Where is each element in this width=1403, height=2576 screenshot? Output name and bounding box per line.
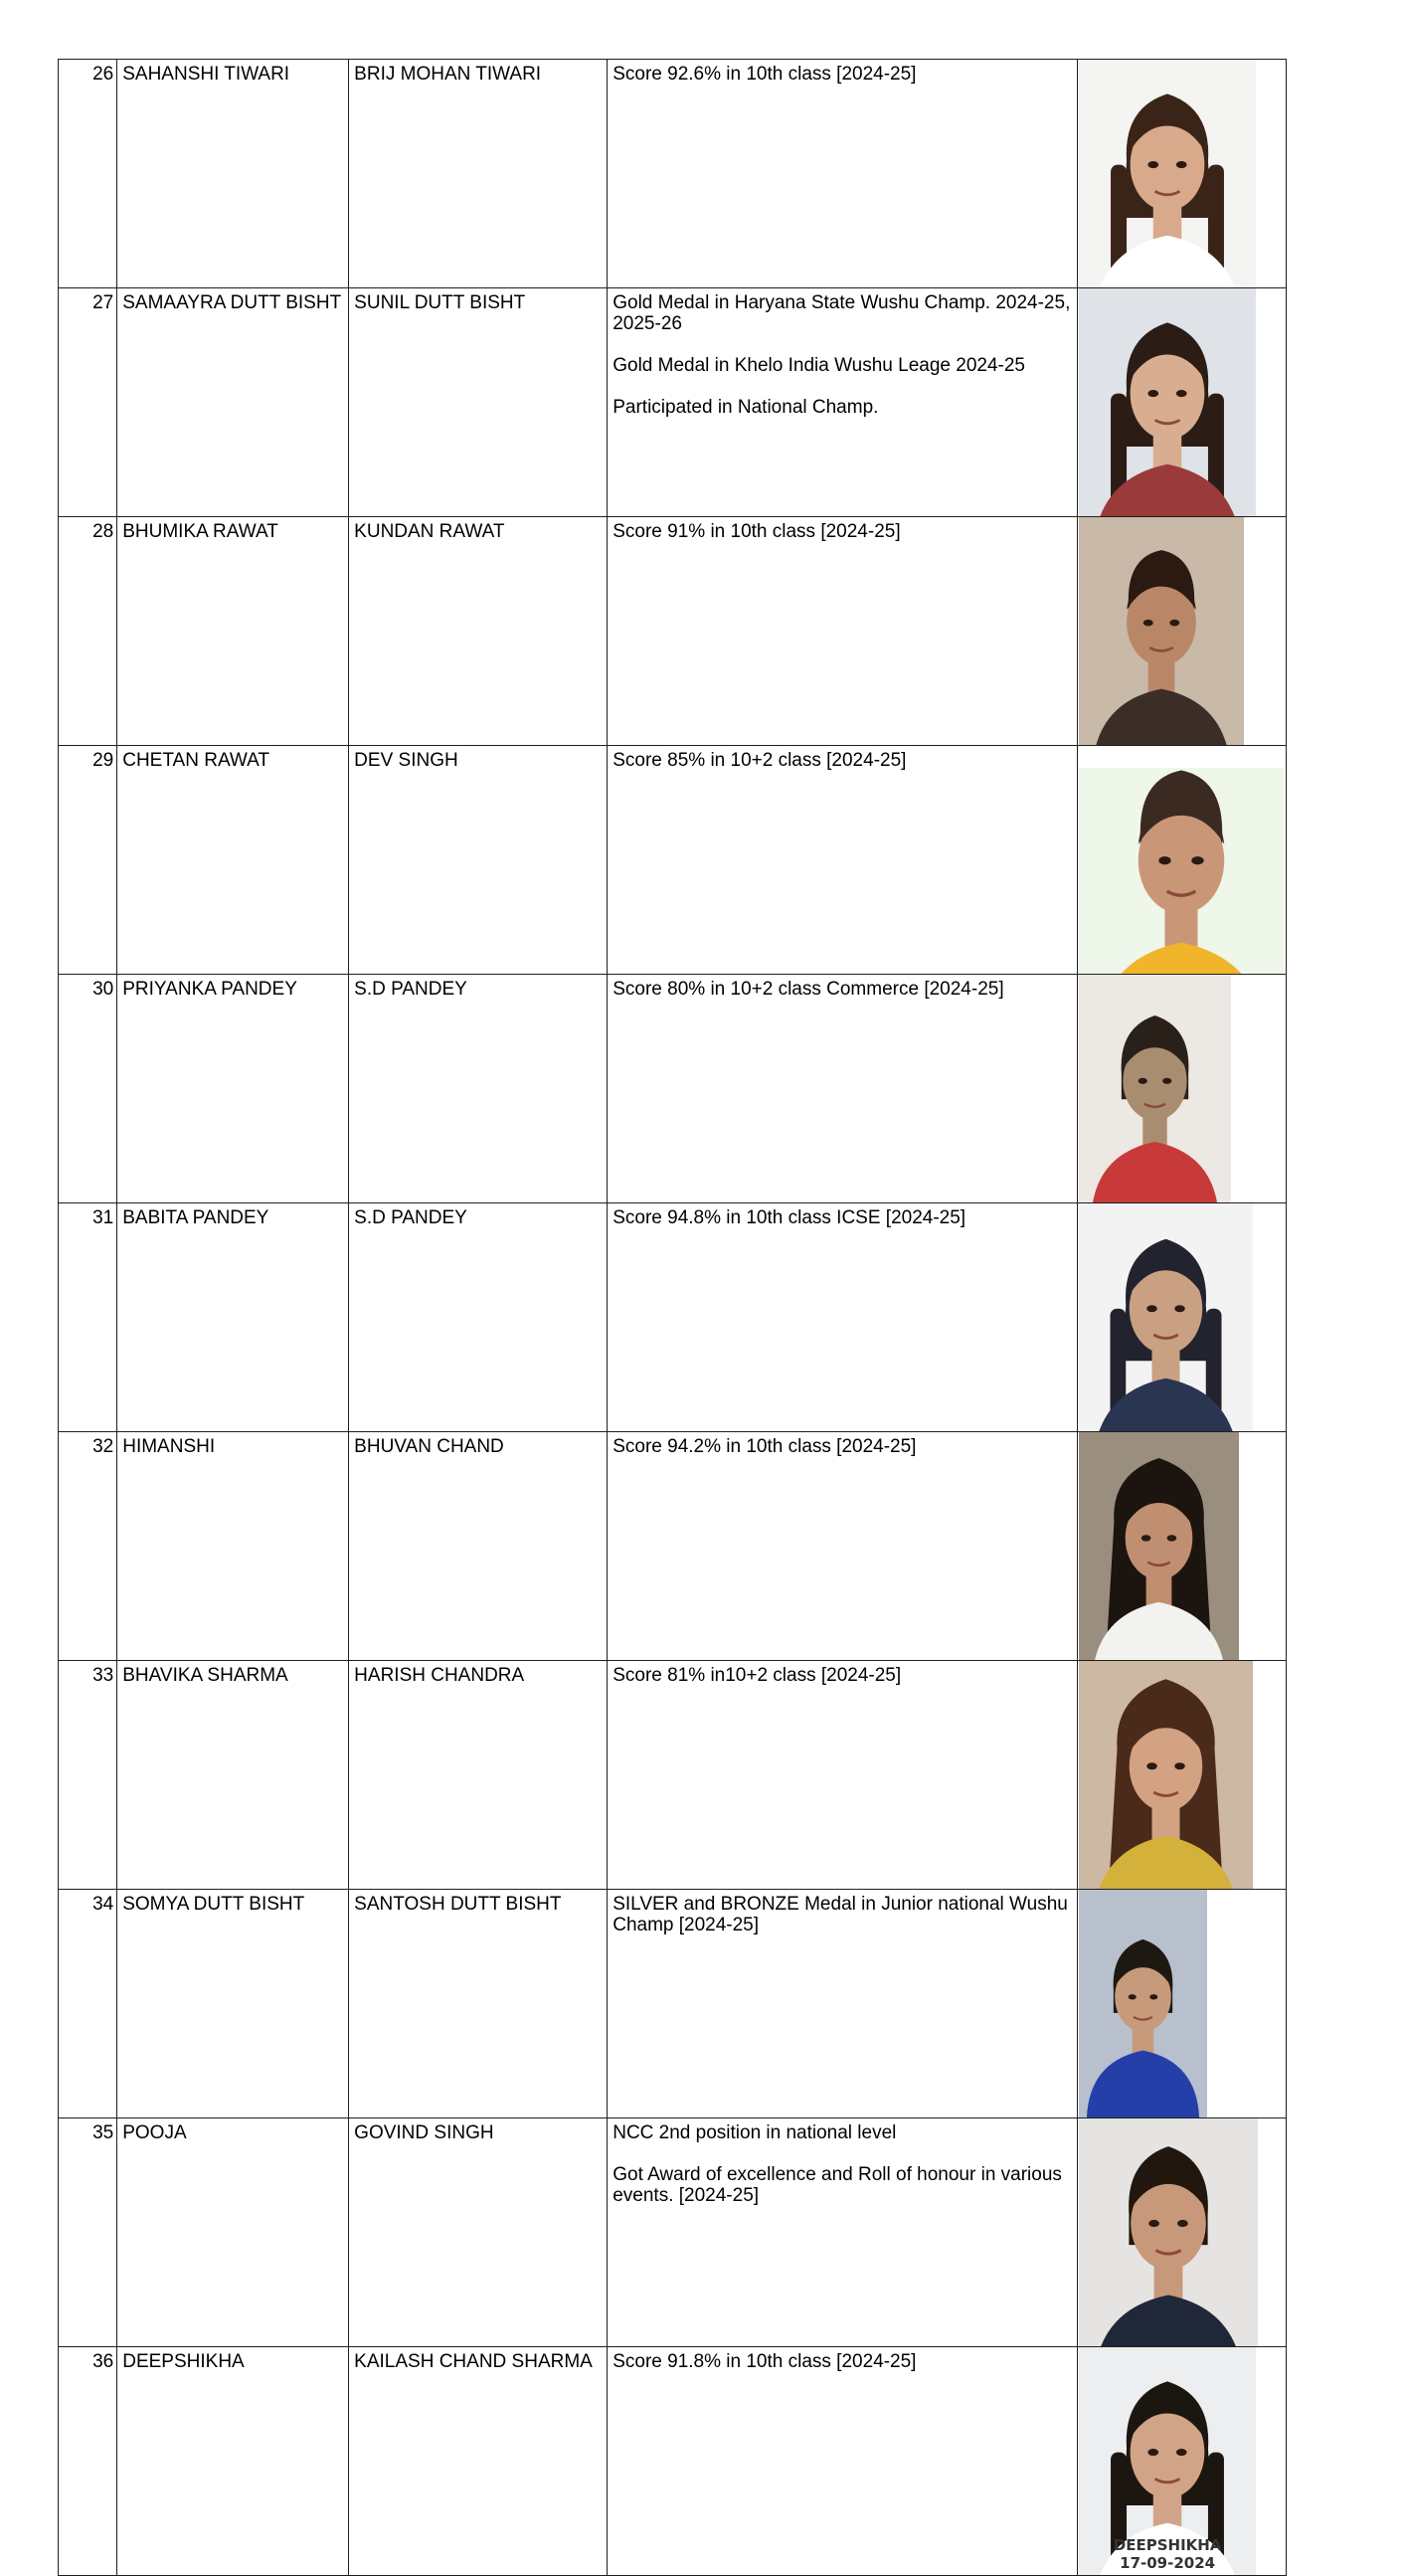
achievement-cell — [608, 1432, 1078, 1661]
photo-cell — [1078, 1661, 1287, 1890]
student-name-cell — [117, 288, 349, 517]
student-name-cell — [117, 60, 349, 288]
photo-cell — [1078, 1432, 1287, 1661]
father-name-cell — [349, 1890, 608, 2118]
serial-number-cell — [59, 517, 117, 746]
father-name-cell — [349, 2347, 608, 2576]
table-row — [59, 1432, 1287, 1661]
student-name: DEEPSHIKHA — [122, 2351, 245, 2372]
table-row — [59, 1661, 1287, 1890]
father-name: BRIJ MOHAN TIWARI — [354, 64, 542, 85]
student-photo — [1079, 2347, 1256, 2575]
photo-cell — [1078, 975, 1287, 1203]
table-row — [59, 1203, 1287, 1432]
achievement-text: Score 80% in 10+2 class Commerce [2024-25] — [613, 979, 1004, 1000]
student-name-cell — [117, 975, 349, 1203]
photo-cell — [1078, 2118, 1287, 2347]
serial-number: 29 — [92, 750, 114, 771]
student-name-cell — [117, 2118, 349, 2347]
table-row — [59, 288, 1287, 517]
student-photo — [1079, 1432, 1239, 1660]
father-name-cell — [349, 1661, 608, 1890]
father-name: KUNDAN RAWAT — [354, 521, 505, 542]
student-name: SAMAAYRA DUTT BISHT — [122, 292, 342, 313]
serial-number-cell — [59, 60, 117, 288]
student-name-cell — [117, 1890, 349, 2118]
student-name-cell — [117, 2347, 349, 2576]
student-photo — [1079, 2118, 1258, 2346]
achievement-cell — [608, 60, 1078, 288]
serial-number-cell — [59, 2347, 117, 2576]
serial-number-cell — [59, 1890, 117, 2118]
serial-number: 36 — [92, 2351, 114, 2372]
achievement-cell — [608, 1890, 1078, 2118]
achievers-table — [58, 59, 1287, 2576]
student-name: HIMANSHI — [122, 1436, 216, 1457]
table-row — [59, 1890, 1287, 2118]
student-name: PRIYANKA PANDEY — [122, 979, 297, 1000]
student-photo — [1079, 288, 1256, 516]
serial-number-cell — [59, 2118, 117, 2347]
father-name-cell — [349, 2118, 608, 2347]
achievement-text: Score 85% in 10+2 class [2024-25] — [613, 750, 907, 771]
student-name-cell — [117, 517, 349, 746]
serial-number-cell — [59, 1203, 117, 1432]
student-name: CHETAN RAWAT — [122, 750, 270, 771]
student-name-cell — [117, 746, 349, 975]
student-name-cell — [117, 1203, 349, 1432]
achievement-cell — [608, 1661, 1078, 1890]
photo-cell — [1078, 2347, 1287, 2576]
achievement-text: NCC 2nd position in national level — [613, 2122, 897, 2143]
serial-number: 28 — [92, 521, 114, 542]
student-photo — [1079, 1203, 1253, 1431]
father-name-cell — [349, 746, 608, 975]
student-photo — [1079, 60, 1256, 287]
father-name: S.D PANDEY — [354, 1207, 467, 1228]
table-body — [59, 60, 1287, 2576]
father-name: DEV SINGH — [354, 750, 458, 771]
student-name: SOMYA DUTT BISHT — [122, 1894, 305, 1915]
table-row — [59, 975, 1287, 1203]
achievement-text: Score 92.6% in 10th class [2024-25] — [613, 64, 917, 85]
student-photo — [1079, 517, 1244, 745]
father-name-cell — [349, 288, 608, 517]
serial-number: 27 — [92, 292, 114, 313]
father-name-cell — [349, 1432, 608, 1661]
photo-cell — [1078, 1890, 1287, 2118]
photo-cell — [1078, 1203, 1287, 1432]
serial-number: 33 — [92, 1665, 114, 1686]
serial-number-cell — [59, 1661, 117, 1890]
father-name-cell — [349, 1203, 608, 1432]
serial-number-cell — [59, 975, 117, 1203]
table-row — [59, 746, 1287, 975]
serial-number: 30 — [92, 979, 114, 1000]
table-row — [59, 2118, 1287, 2347]
father-name-cell — [349, 517, 608, 746]
achievement-text: Score 94.2% in 10th class [2024-25] — [613, 1436, 917, 1457]
student-name: BABITA PANDEY — [122, 1207, 269, 1228]
achievement-text: Score 91.8% in 10th class [2024-25] — [613, 2351, 917, 2372]
achievement-text: Gold Medal in Haryana State Wushu Champ. 2024-25, 2025-26 — [613, 292, 1071, 334]
achievement-text: SILVER and BRONZE Medal in Junior national Wushu Champ [2024-25] — [613, 1894, 1068, 1935]
student-name: POOJA — [122, 2122, 187, 2143]
achievement-cell — [608, 288, 1078, 517]
student-photo — [1079, 1661, 1253, 1889]
father-name: SUNIL DUTT BISHT — [354, 292, 526, 313]
father-name: HARISH CHANDRA — [354, 1665, 525, 1686]
student-photo — [1079, 975, 1231, 1202]
serial-number-cell — [59, 1432, 117, 1661]
serial-number-cell — [59, 288, 117, 517]
father-name: KAILASH CHAND SHARMA — [354, 2351, 593, 2372]
father-name: GOVIND SINGH — [354, 2122, 494, 2143]
father-name: SANTOSH DUTT BISHT — [354, 1894, 562, 1915]
achievement-text: Got Award of excellence and Roll of honour in various events. [2024-25] — [613, 2164, 1062, 2206]
achievement-cell — [608, 517, 1078, 746]
serial-number: 35 — [92, 2122, 114, 2143]
father-name: S.D PANDEY — [354, 979, 467, 1000]
student-photo — [1079, 768, 1284, 974]
serial-number: 34 — [92, 1894, 114, 1915]
photo-cell — [1078, 288, 1287, 517]
achievement-cell — [608, 975, 1078, 1203]
achievement-cell — [608, 2347, 1078, 2576]
achievement-text: Gold Medal in Khelo India Wushu Leage 2024-25 — [613, 355, 1025, 376]
achievement-cell — [608, 746, 1078, 975]
serial-number: 31 — [92, 1207, 114, 1228]
student-name: SAHANSHI TIWARI — [122, 64, 290, 85]
photo-cell — [1078, 60, 1287, 288]
photo-caption-name: DEEPSHIKHA — [1113, 2536, 1222, 2554]
serial-number: 32 — [92, 1436, 114, 1457]
table-row — [59, 60, 1287, 288]
photo-caption-date: 17-09-2024 — [1120, 2554, 1216, 2572]
student-name-cell — [117, 1432, 349, 1661]
table-row — [59, 517, 1287, 746]
father-name-cell — [349, 60, 608, 288]
achievement-text: Score 91% in 10th class [2024-25] — [613, 521, 901, 542]
father-name: BHUVAN CHAND — [354, 1436, 504, 1457]
student-name: BHUMIKA RAWAT — [122, 521, 278, 542]
achievement-cell — [608, 1203, 1078, 1432]
achievement-cell — [608, 2118, 1078, 2347]
serial-number-cell — [59, 746, 117, 975]
table-row — [59, 2347, 1287, 2576]
photo-cell — [1078, 517, 1287, 746]
student-name: BHAVIKA SHARMA — [122, 1665, 288, 1686]
achievement-text: Participated in National Champ. — [613, 397, 879, 418]
serial-number: 26 — [92, 64, 114, 85]
achievement-text: Score 94.8% in 10th class ICSE [2024-25] — [613, 1207, 966, 1228]
achievement-text: Score 81% in10+2 class [2024-25] — [613, 1665, 902, 1686]
student-name-cell — [117, 1661, 349, 1890]
photo-cell — [1078, 746, 1287, 975]
father-name-cell — [349, 975, 608, 1203]
student-photo — [1079, 1890, 1207, 2117]
